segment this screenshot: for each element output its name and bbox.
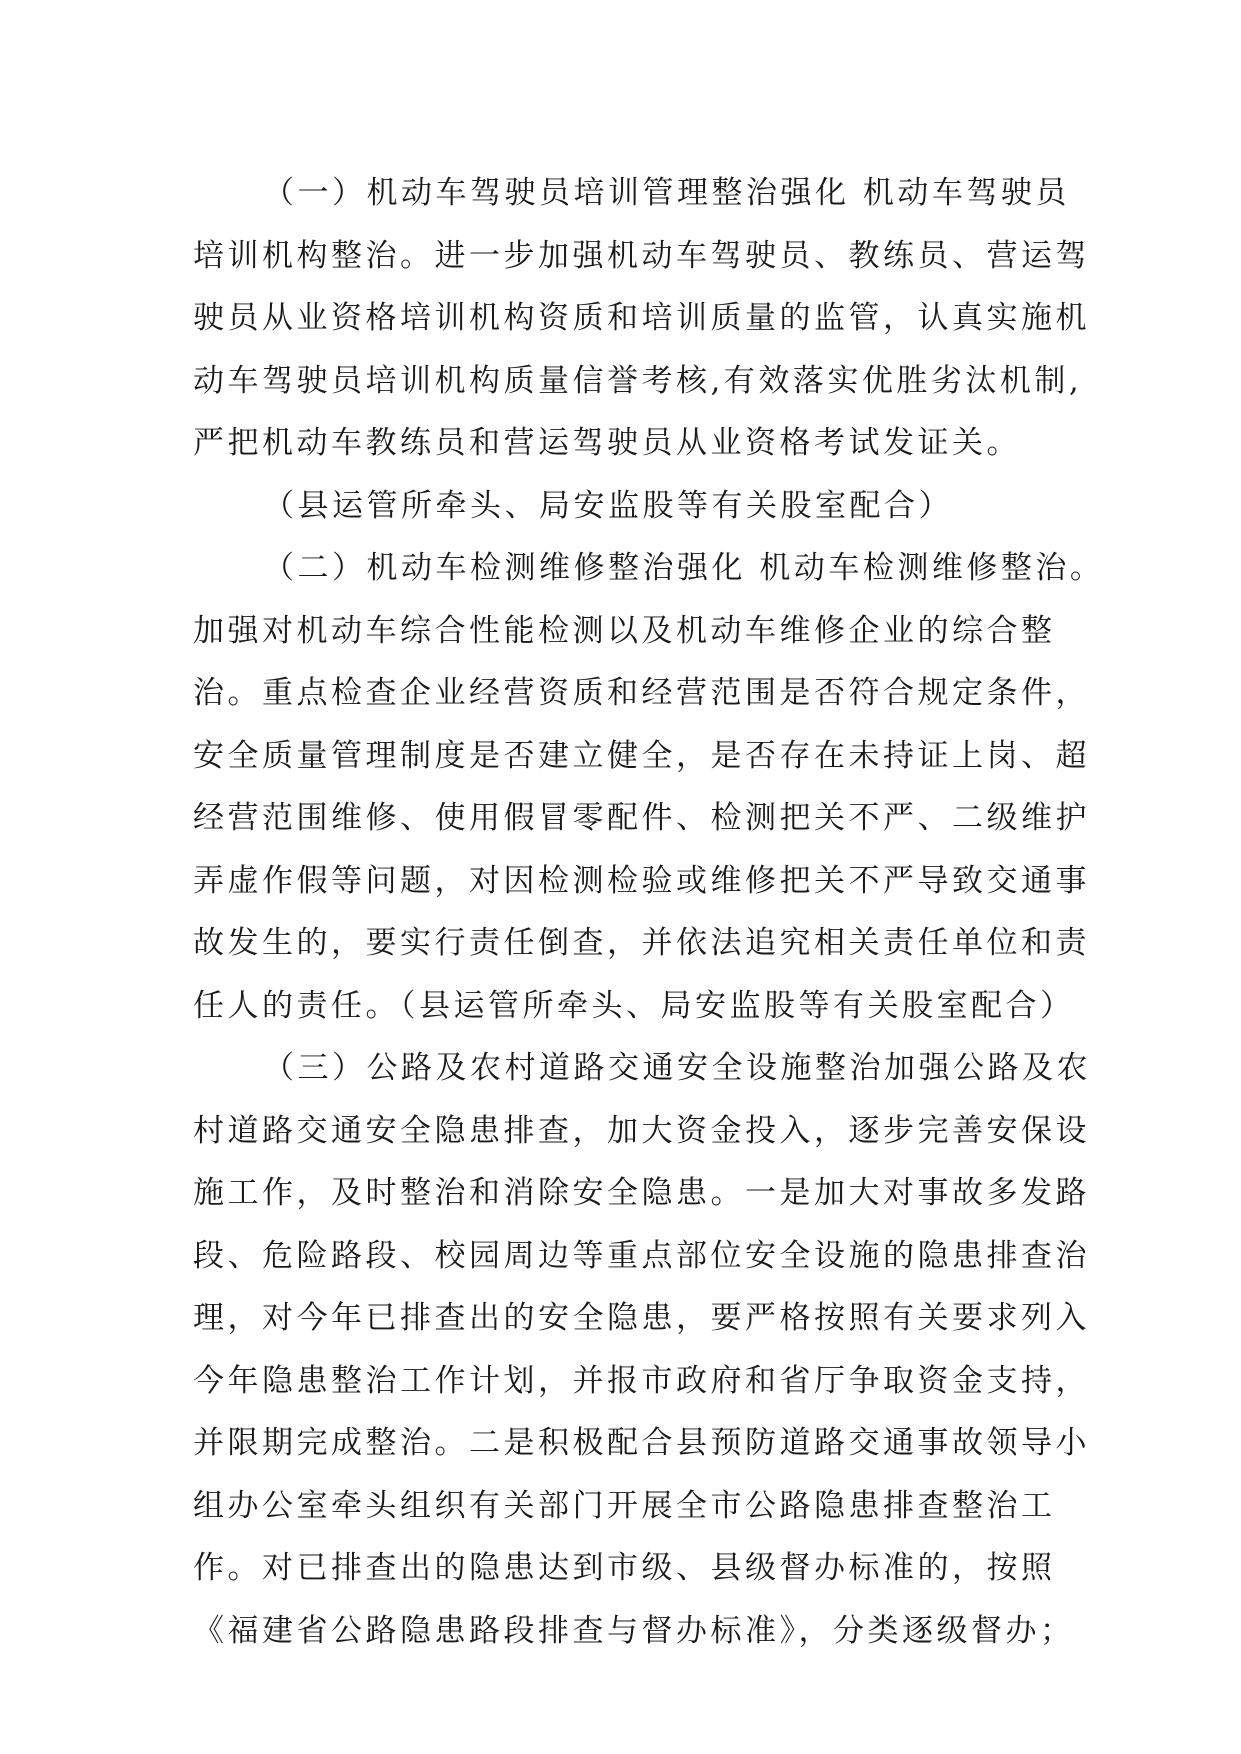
text-line: （三）公路及农村道路交通安全设施整治加强公路及农 (263, 1050, 1091, 1086)
text-line: 段、危险路段、校园周边等重点部位安全设施的隐患排查治 (193, 1237, 1090, 1274)
text-line: 经营范围维修、使用假冒零配件、检测把关不严、二级维护 (193, 800, 1090, 836)
text-line: （一）机动车驾驶员培训管理整治强化 机动车驾驶员 (263, 175, 1070, 211)
text-line: 任人的责任。（县运管所牵头、局安监股等有关股室配合） (193, 987, 1075, 1024)
text-line: 今年隐患整治工作计划，并报市政府和省厅争取资金支持， (193, 1362, 1090, 1399)
text-line: 动车驾驶员培训机构质量信誉考核,有效落实优胜劣汰机制, (193, 362, 1083, 399)
text-line: 故发生的，要实行责任倒查，并依法追究相关责任单位和责 (193, 925, 1090, 961)
text-line: 严把机动车教练员和营运驾驶员从业资格考试发证关。 (193, 425, 1021, 461)
text-line: 治。重点检查企业经营资质和经营范围是否符合规定条件， (193, 675, 1090, 711)
text-line: 《福建省公路隐患路段排查与督办标准》，分类逐级督办； (193, 1612, 1075, 1649)
text-line: 施工作，及时整治和消除安全隐患。一是加大对事故多发路 (193, 1175, 1090, 1211)
document-body (193, 162, 1105, 1662)
text-line: 并限期完成整治。二是积极配合县预防道路交通事故领导小 (193, 1425, 1090, 1461)
text-line: 理，对今年已排查出的安全隐患，要严格按照有关要求列入 (193, 1300, 1090, 1336)
text-line: 培训机构整治。进一步加强机动车驾驶员、教练员、营运驾 (193, 237, 1090, 274)
text-line: 作。对已排查出的隐患达到市级、县级督办标准的，按照 (193, 1550, 1056, 1586)
text-line: （县运管所牵头、局安监股等有关股室配合） (263, 487, 953, 524)
text-line: （二）机动车检测维修整治强化 机动车检测维修整治。 (263, 550, 1105, 586)
text-line: 加强对机动车综合性能检测以及机动车维修企业的综合整 (193, 612, 1056, 649)
text-line: 弄虚作假等问题，对因检测检验或维修把关不严导致交通事 (193, 862, 1090, 899)
text-line: 安全质量管理制度是否建立健全，是否存在未持证上岗、超 (193, 737, 1090, 774)
text-line: 村道路交通安全隐患排查，加大资金投入，逐步完善安保设 (193, 1112, 1090, 1149)
text-line: 驶员从业资格培训机构资质和培训质量的监管，认真实施机 (193, 300, 1090, 336)
text-line: 组办公室牵头组织有关部门开展全市公路隐患排查整治工 (193, 1487, 1056, 1524)
